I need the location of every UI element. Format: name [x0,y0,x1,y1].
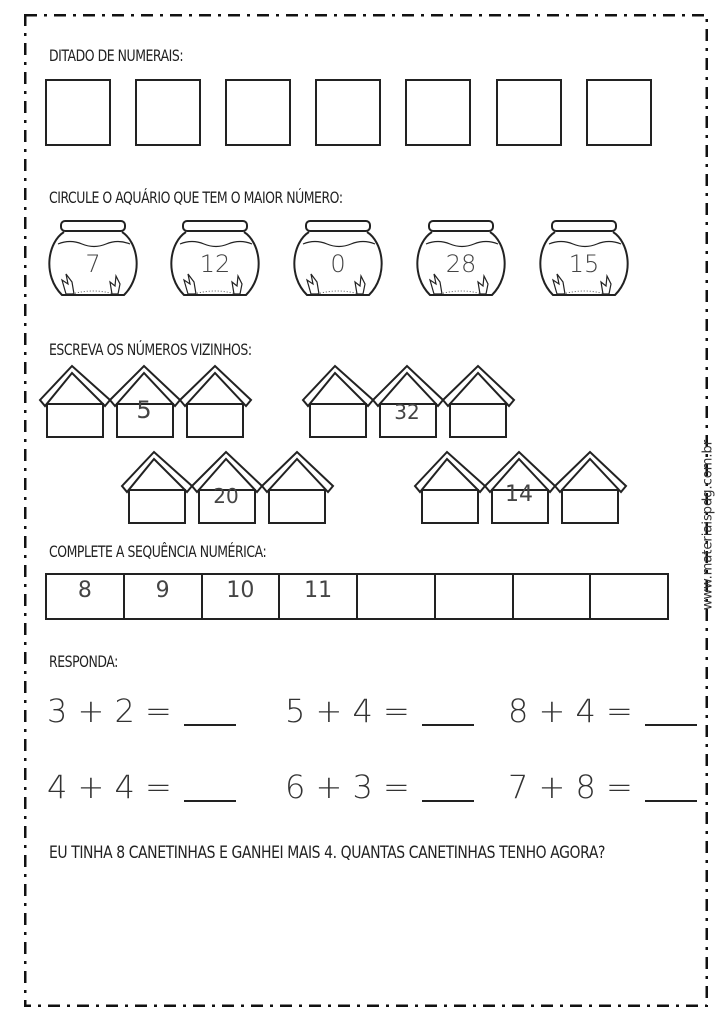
dictation-box[interactable] [496,79,562,146]
dictation-heading: DITADO DE NUMERAIS: [49,46,184,65]
equation [47,692,236,730]
sequence-table [45,573,669,620]
answer-blank[interactable] [645,800,697,802]
sequence-cell: 10 [203,575,281,618]
fishbowl-number: 12 [199,250,231,278]
sequence-cell-blank[interactable] [436,575,514,618]
house-group [410,446,630,526]
house-center-number: 14 [505,482,533,507]
equation-text: 5 + 4 = [285,692,410,730]
answer-blank[interactable] [422,800,474,802]
house-group [298,360,518,440]
answer-blank[interactable] [184,800,236,802]
house-center-number: 5 [136,396,152,424]
sequence-cell-blank[interactable] [514,575,592,618]
fishbowl-number: 15 [568,250,600,278]
dictation-box[interactable] [586,79,652,146]
fishbowl-number: 28 [445,250,477,278]
neighbors-heading: ESCREVA OS NÚMEROS VIZINHOS: [49,340,252,359]
fishbowl[interactable] [166,220,264,305]
equation-text: 3 + 2 = [47,692,172,730]
equation [47,768,236,806]
aquarium-heading: CIRCULE O AQUÁRIO QUE TEM O MAIOR NÚMERO: [49,188,343,207]
equation [285,692,474,730]
equation-text: 6 + 3 = [285,768,410,806]
answer-heading: RESPONDA: [49,652,118,671]
house-center-number: 32 [394,400,420,424]
watermark: www.materiaispdg.com.br [700,439,716,611]
dictation-box[interactable] [315,79,381,146]
fishbowl-number: 0 [330,250,346,278]
sequence-cell: 9 [125,575,203,618]
equation [508,768,697,806]
sequence-cell-blank[interactable] [591,575,667,618]
fishbowl[interactable] [289,220,387,305]
fishbowl[interactable] [412,220,510,305]
dictation-box[interactable] [135,79,201,146]
sequence-cell: 8 [47,575,125,618]
house-group [35,360,255,440]
answer-blank[interactable] [422,724,474,726]
equation-text: 4 + 4 = [47,768,172,806]
dictation-box[interactable] [225,79,291,146]
dictation-box[interactable] [45,79,111,146]
answer-blank[interactable] [184,724,236,726]
answer-blank[interactable] [645,724,697,726]
dictation-box[interactable] [405,79,471,146]
equation-text: 8 + 4 = [508,692,633,730]
fishbowl[interactable] [44,220,142,305]
house-group [117,446,337,526]
fishbowl-number: 7 [85,250,101,278]
sequence-cell-blank[interactable] [358,575,436,618]
equation-text: 7 + 8 = [508,768,633,806]
fishbowl[interactable] [535,220,633,305]
equation [285,768,474,806]
sequence-heading: COMPLETE A SEQUÊNCIA NUMÉRICA: [49,542,267,561]
word-problem: EU TINHA 8 CANETINHAS E GANHEI MAIS 4. QUANTAS CANETINHAS TENHO AGORA? [49,843,605,863]
equation [508,692,697,730]
sequence-cell: 11 [280,575,358,618]
house-center-number: 20 [213,484,239,508]
